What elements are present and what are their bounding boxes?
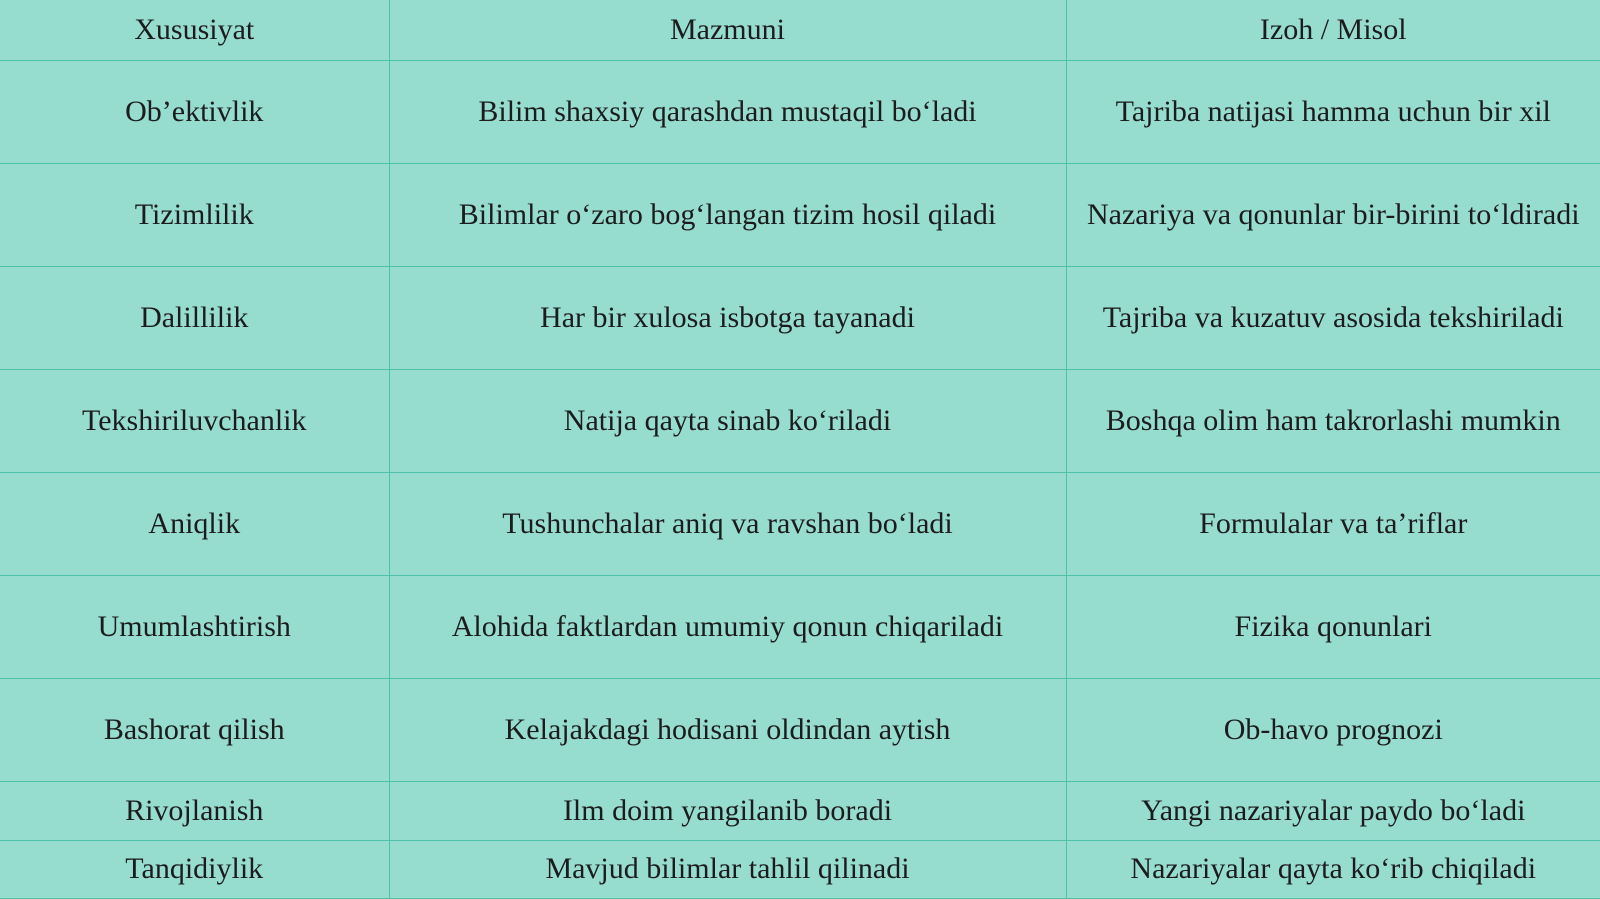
cell-meaning: Bilim shaxsiy qarashdan mustaqil bo‘ladi — [389, 60, 1066, 163]
table-row — [0, 678, 1600, 781]
table-header-row — [0, 0, 1600, 60]
cell-example: Tajriba va kuzatuv asosida tekshiriladi — [1066, 266, 1600, 369]
cell-example: Formulalar va ta’riflar — [1066, 472, 1600, 575]
cell-example: Nazariya va qonunlar bir-birini to‘ldiradi — [1066, 163, 1600, 266]
cell-example: Yangi nazariyalar paydo bo‘ladi — [1066, 781, 1600, 840]
cell-property: Rivojlanish — [0, 781, 389, 840]
cell-property: Aniqlik — [0, 472, 389, 575]
cell-property: Tekshiriluvchanlik — [0, 369, 389, 472]
cell-example: Tajriba natijasi hamma uchun bir xil — [1066, 60, 1600, 163]
cell-meaning: Ilm doim yangilanib boradi — [389, 781, 1066, 840]
cell-meaning: Alohida faktlardan umumiy qonun chiqariladi — [389, 575, 1066, 678]
cell-property: Dalillilik — [0, 266, 389, 369]
table-row — [0, 266, 1600, 369]
table-row — [0, 60, 1600, 163]
table-row — [0, 163, 1600, 266]
cell-example: Nazariyalar qayta ko‘rib chiqiladi — [1066, 840, 1600, 898]
table-row — [0, 840, 1600, 898]
header-mazmuni: Mazmuni — [389, 0, 1066, 60]
cell-meaning: Kelajakdagi hodisani oldindan aytish — [389, 678, 1066, 781]
table-row — [0, 575, 1600, 678]
cell-meaning: Natija qayta sinab ko‘riladi — [389, 369, 1066, 472]
cell-meaning: Har bir xulosa isbotga tayanadi — [389, 266, 1066, 369]
header-izoh-misol: Izoh / Misol — [1066, 0, 1600, 60]
header-xususiyat: Xususiyat — [0, 0, 389, 60]
cell-example: Boshqa olim ham takrorlashi mumkin — [1066, 369, 1600, 472]
cell-property: Tizimlilik — [0, 163, 389, 266]
table-row — [0, 781, 1600, 840]
cell-meaning: Mavjud bilimlar tahlil qilinadi — [389, 840, 1066, 898]
cell-property: Umumlashtirish — [0, 575, 389, 678]
cell-property: Tanqidiylik — [0, 840, 389, 898]
cell-property: Bashorat qilish — [0, 678, 389, 781]
cell-meaning: Tushunchalar aniq va ravshan bo‘ladi — [389, 472, 1066, 575]
cell-example: Ob-havo prognozi — [1066, 678, 1600, 781]
cell-property: Ob’ektivlik — [0, 60, 389, 163]
table-row — [0, 369, 1600, 472]
cell-example: Fizika qonunlari — [1066, 575, 1600, 678]
table-row — [0, 472, 1600, 575]
cell-meaning: Bilimlar o‘zaro bog‘langan tizim hosil qiladi — [389, 163, 1066, 266]
